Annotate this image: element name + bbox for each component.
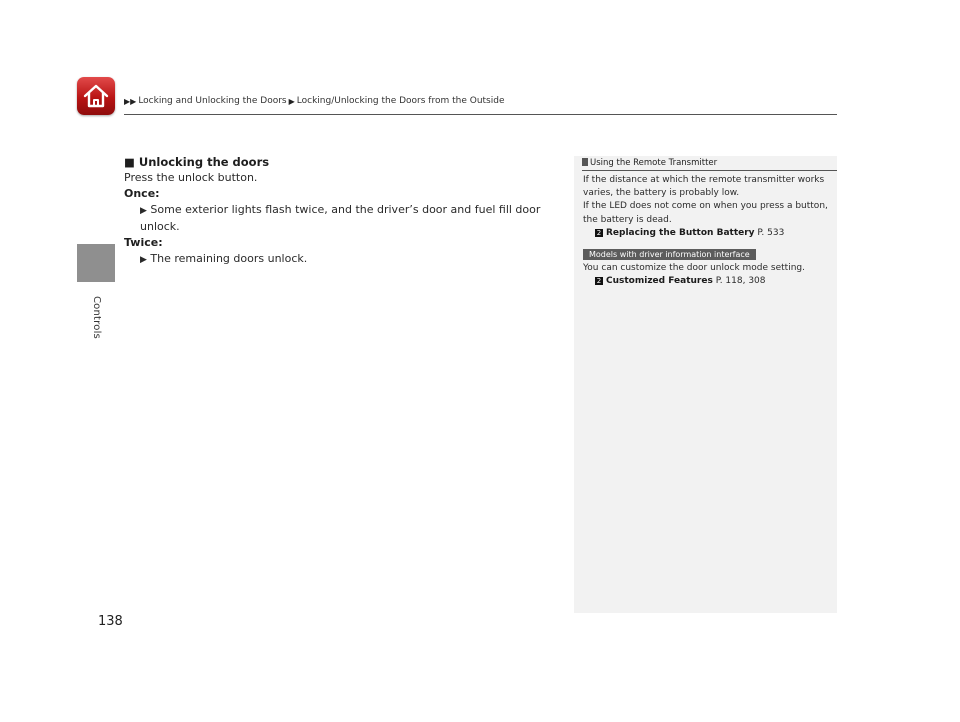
header-divider (124, 114, 837, 115)
result-arrow-icon: ▶ (140, 255, 147, 265)
breadcrumb-arrow-icon: ▶ (288, 96, 295, 106)
result-arrow-icon: ▶ (140, 206, 147, 216)
step-label-twice: Twice: (124, 236, 163, 249)
step-result-text: The remaining doors unlock. (150, 252, 308, 265)
cross-reference-customized[interactable] (583, 275, 833, 288)
breadcrumb-link-locking-unlocking[interactable]: Locking and Unlocking the Doors (138, 96, 287, 106)
note-paragraph: You can customize the door unlock mode setting. (583, 263, 805, 274)
step-label-once: Once: (124, 187, 160, 200)
cross-reference-battery[interactable] (583, 227, 833, 240)
note-paragraph: If the LED does not come on when you press a button, the battery is dead. (583, 201, 828, 225)
cross-reference-title: Replacing the Button Battery (606, 227, 755, 238)
note-heading (582, 158, 837, 171)
main-content (124, 154, 564, 268)
cross-reference-page: P. 118, 308 (715, 276, 766, 287)
home-icon (82, 83, 110, 109)
step-result-text: Some exterior lights flash twice, and the driver’s door and fuel fill door unlock. (140, 203, 541, 233)
chapter-tab[interactable] (77, 244, 115, 282)
note-body (583, 174, 833, 289)
home-button[interactable] (77, 77, 115, 115)
section-title: ■ Unlocking the doors (124, 155, 270, 169)
step-result-twice (124, 251, 564, 268)
breadcrumb (124, 94, 505, 108)
breadcrumb-arrow-icon: ▶▶ (124, 96, 137, 106)
model-tag: Models with driver information interface (583, 249, 756, 260)
chapter-label: Controls (91, 296, 102, 339)
cross-reference-page: P. 533 (757, 227, 785, 238)
cross-reference-icon: 2 (596, 228, 602, 237)
cross-reference-title: Customized Features (606, 276, 713, 287)
step-result-once (124, 202, 564, 235)
page-number: 138 (98, 614, 123, 629)
breadcrumb-current-page[interactable]: Locking/Unlocking the Doors from the Outside (296, 96, 505, 106)
note-paragraph: If the distance at which the remote transmitter works varies, the battery is probably low. (583, 175, 825, 199)
intro-text: Press the unlock button. (124, 171, 258, 184)
cross-reference-icon: 2 (596, 277, 602, 286)
note-icon (582, 158, 588, 166)
note-heading-text: Using the Remote Transmitter (590, 158, 718, 168)
